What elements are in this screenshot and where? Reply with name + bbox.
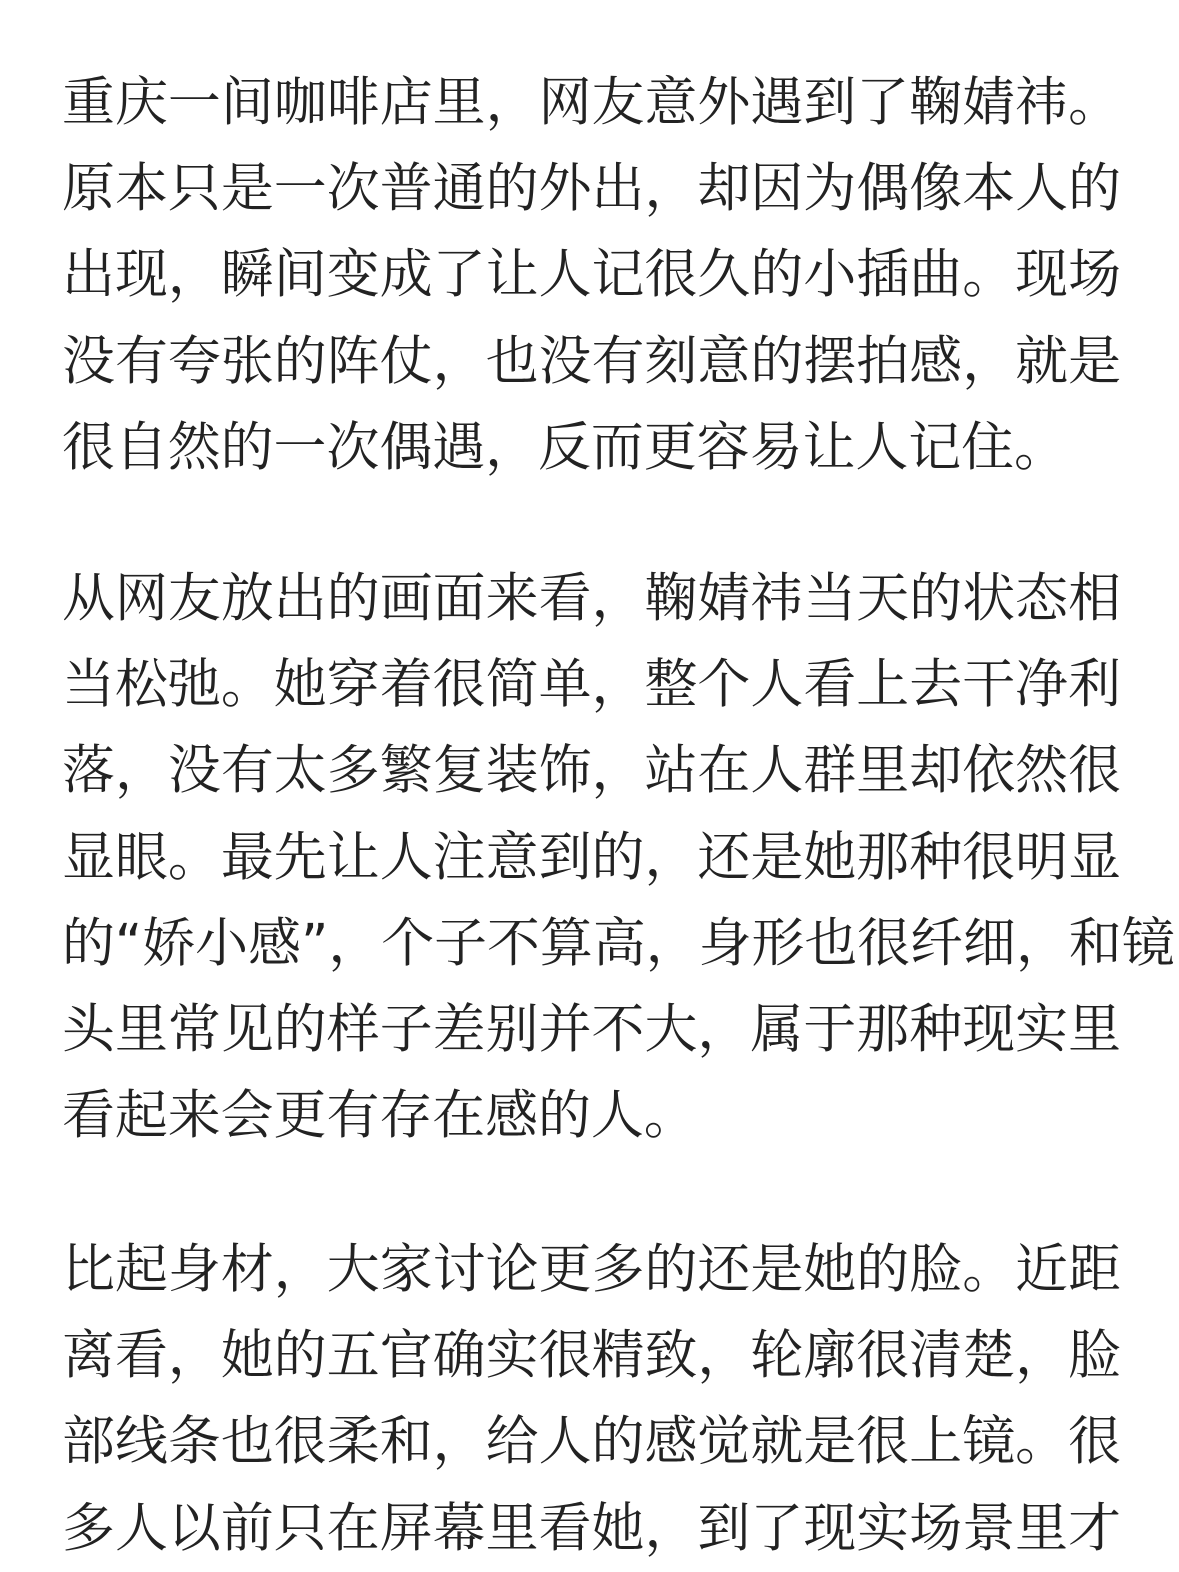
paragraph-line: 从网友放出的画面来看，鞠婧祎当天的状态相 [62,568,1121,629]
paragraph-line: 部线条也很柔和，给人的感觉就是很上镜。很 [62,1411,1121,1473]
paragraph-line: 的“娇小感”，个子不算高，身形也很纤细，和镜 [62,912,1175,974]
paragraph-line: 看起来会更有存在感的人。 [62,1085,697,1147]
paragraph-line: 头里常见的样子差别并不大，属于那种现实里 [62,998,1121,1060]
paragraph-line: 显眼。最先让人注意到的，还是她那种很明显 [62,826,1121,888]
paragraph-line: 多人以前只在屏幕里看她，到了现实场景里才 [62,1497,1121,1559]
paragraph-3 [62,1227,1121,1572]
paragraph-line: 很自然的一次偶遇，反而更容易让人记住。 [62,416,1067,478]
paragraph-line: 没有夸张的阵仗，也没有刻意的摆拍感，就是 [62,330,1121,392]
paragraph-line: 重庆一间咖啡店里，网友意外遇到了鞠婧祎。 [62,72,1121,133]
paragraph-2 [62,556,1175,1159]
paragraph-line: 落，没有太多繁复装饰，站在人群里却依然很 [62,740,1121,802]
paragraph-line: 原本只是一次普通的外出，却因为偶像本人的 [62,158,1121,220]
paragraph-line: 出现，瞬间变成了让人记很久的小插曲。现场 [62,244,1121,306]
paragraph-1 [62,60,1121,491]
paragraph-line: 比起身材，大家讨论更多的还是她的脸。近距 [62,1239,1121,1300]
paragraph-line: 离看，她的五官确实很精致，轮廓很清楚，脸 [62,1325,1121,1387]
paragraph-line: 当松弛。她穿着很简单，整个人看上去干净利 [62,654,1121,716]
